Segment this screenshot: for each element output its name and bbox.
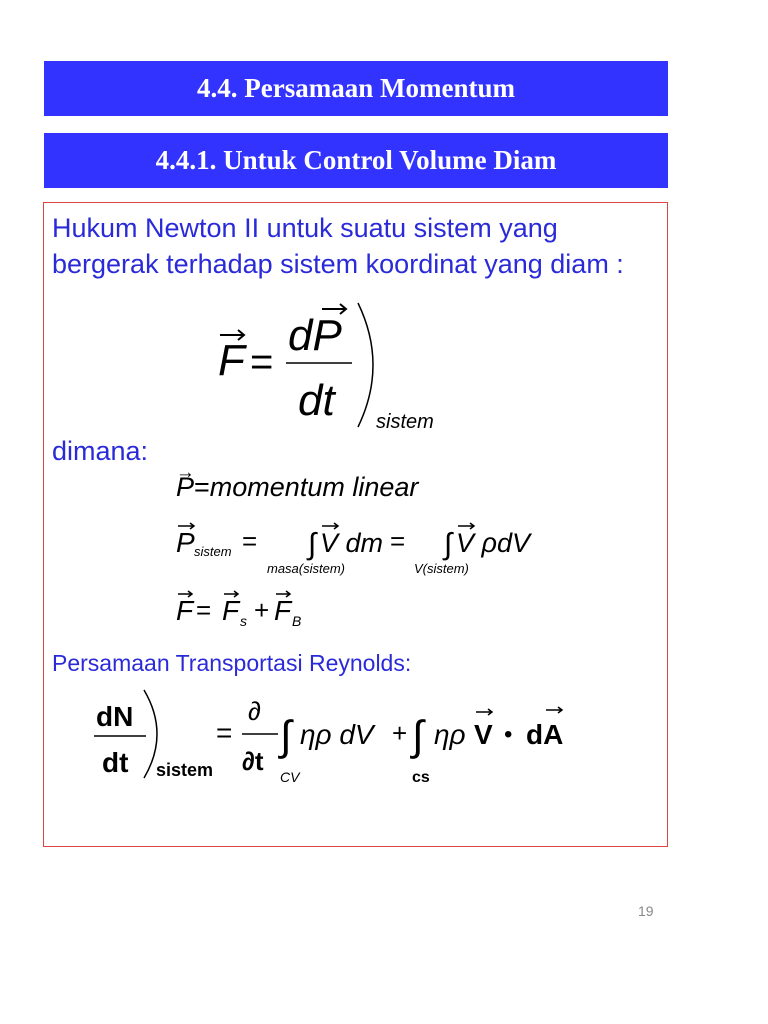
psis-eq1: = <box>242 526 258 556</box>
fsum-t1: F <box>222 595 240 626</box>
rtt-partial-den: ∂t <box>242 746 264 776</box>
psis-lhs-sub: sistem <box>194 544 232 559</box>
newton-equation <box>210 295 470 440</box>
psis-int2-body: V ρdV <box>456 528 530 558</box>
fsum-t1-sub: s <box>240 613 247 629</box>
rtt-denominator: dt <box>102 747 129 778</box>
fsum-t2-sub: B <box>292 613 302 629</box>
psis-int1-body: V dm <box>320 528 384 558</box>
reynolds-label: Persamaan Transportasi Reynolds: <box>52 650 412 676</box>
rtt-integral2: ∫ <box>412 712 424 759</box>
rtt-dot: • <box>504 721 513 748</box>
fsum-eq: = <box>196 595 212 625</box>
rtt-equals: = <box>216 717 233 748</box>
psis-eq2: = <box>390 526 406 556</box>
fsum-lhs: F <box>176 595 194 626</box>
newton-subscript: sistem <box>376 411 434 433</box>
newton-paren <box>358 303 373 427</box>
rtt-da: dA <box>526 719 564 750</box>
newton-denominator: dt <box>298 376 335 425</box>
p-sistem-equation <box>172 518 562 580</box>
rtt-partial-num: ∂ <box>248 696 261 726</box>
newton-equals: = <box>250 340 274 384</box>
slide-title-banner <box>44 61 668 116</box>
rtt-limit1: CV <box>280 769 300 785</box>
psis-lhs: P <box>176 527 195 558</box>
rtt-v-arrow <box>476 709 492 715</box>
newton-numerator: dP <box>288 311 342 360</box>
fsum-t2: F <box>274 595 292 626</box>
psis-integral1: ∫ <box>308 528 317 561</box>
slide-subtitle-banner <box>44 133 668 188</box>
rtt-plus: + <box>392 718 408 748</box>
where-label: dimana: <box>52 436 149 466</box>
rtt-term1: ηρ dV <box>300 719 374 750</box>
p-def-rhs: momentum linear <box>209 472 419 502</box>
fsum-plus: + <box>254 595 270 625</box>
p-definition <box>176 472 418 503</box>
psis-int1-limit: masa(sistem) <box>267 561 346 576</box>
rtt-subscript: sistem <box>156 760 214 780</box>
slide-subtitle: 4.4.1. Untuk Control Volume Diam <box>155 145 557 175</box>
slide-title: 4.4. Persamaan Momentum <box>197 73 515 103</box>
rtt-limit2: cs <box>412 769 430 786</box>
reynolds-equation <box>90 686 590 798</box>
psis-int2-limit: V(sistem) <box>414 561 469 576</box>
psis-integral2: ∫ <box>444 528 453 561</box>
newton-lhs: F <box>218 336 245 385</box>
rtt-numerator: dN <box>96 701 134 732</box>
p-def-equals: = <box>194 472 210 502</box>
force-sum-equation <box>172 588 332 633</box>
rtt-vec-v: V <box>474 719 493 750</box>
rtt-integral1: ∫ <box>280 712 292 759</box>
rtt-term2: ηρ <box>434 719 466 750</box>
intro-text: Hukum Newton II untuk suatu sistem yang bergerak terhadap sistem koordinat yang diam : <box>52 213 624 279</box>
p-symbol: → P <box>176 472 194 503</box>
rtt-a-arrow <box>546 707 562 713</box>
page-number: 19 <box>638 903 654 919</box>
